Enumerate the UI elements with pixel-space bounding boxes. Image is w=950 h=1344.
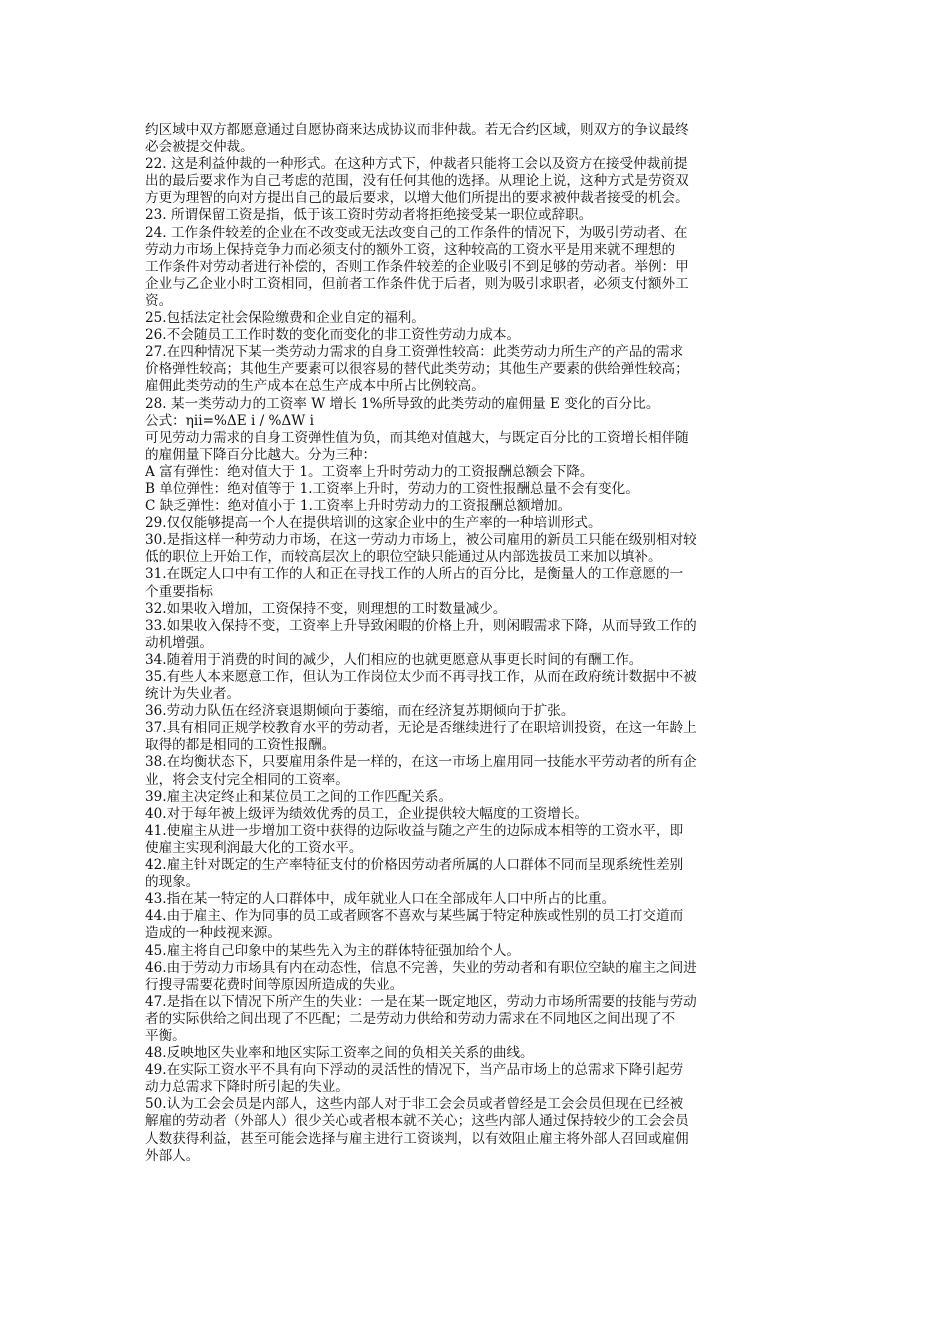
text-line: 取得的都是相同的工资性报酬。 — [145, 737, 336, 754]
text-paragraph — [145, 396, 809, 413]
text-line: 工作条件对劳动者进行补偿的，否则工作条件较差的企业吸引不到足够的劳动者。举例：甲 — [145, 258, 689, 275]
text-paragraph — [145, 566, 809, 600]
text-paragraph — [145, 1045, 809, 1062]
text-line: 的雇佣量下降百分比越大。分为三种： — [145, 446, 377, 463]
text-line: 行搜寻需要花费时间等原因所造成的失业。 — [145, 976, 404, 993]
text-paragraph — [145, 207, 809, 224]
text-paragraph — [145, 430, 809, 464]
text-line: 41.使雇主从进一步增加工资中获得的边际收益与随之产生的边际成本相等的工资水平，即 — [145, 822, 684, 839]
text-paragraph — [145, 960, 809, 994]
text-line: 40.对于每年被上级评为绩效优秀的员工，企业提供较大幅度的工资增长。 — [145, 805, 589, 822]
text-line: 49.在实际工资水平不具有向下浮动的灵活性的情况下，当产品市场上的总需求下降引起劳 — [145, 1062, 684, 1079]
text-paragraph — [145, 806, 809, 823]
text-line: 方更为理智的向对方提出自己的最后要求，以增大他们所提出的要求被仲裁者接受的机会。 — [145, 190, 689, 207]
text-line: 36.劳动力队伍在经济衰退期倾向于萎缩，而在经济复苏期倾向于扩张。 — [145, 703, 575, 720]
text-line: A 富有弹性：绝对值大于 1。工资率上升时劳动力的工资报酬总额会下降。 — [145, 463, 594, 480]
text-line: 30.是指这样一种劳动力市场，在这一劳动力市场上，被公司雇用的新员工只能在级别相对较 — [145, 532, 697, 549]
text-line: 23. 所谓保留工资是指，低于该工资时劳动者将拒绝接受某一职位或辞职。 — [145, 207, 593, 224]
text-line: 者的实际供给之间出现了不匹配；二是劳动力供给和劳动力需求在不同地区之间出现了不 — [145, 1010, 676, 1027]
text-line: 雇佣此类劳动的生产成本在总生产成本中所占比例较高。 — [145, 378, 485, 395]
text-line: 出的最后要求作为自己考虑的范围，没有任何其他的选择。从理论上说，这种方式是劳资双 — [145, 173, 689, 190]
text-paragraph — [145, 652, 809, 669]
text-paragraph — [145, 669, 809, 703]
text-line: 必会被提交仲裁。 — [145, 139, 254, 156]
text-paragraph — [145, 857, 809, 891]
text-line: 使雇主实现利润最大化的工资水平。 — [145, 839, 363, 856]
text-paragraph — [145, 310, 809, 327]
text-paragraph — [145, 720, 809, 754]
text-line: 公式：ηii=%ΔE i / %ΔW i — [145, 412, 314, 429]
text-line: 个重要指标 — [145, 583, 213, 600]
text-line: 38.在均衡状态下，只要雇用条件是一样的，在这一市场上雇用同一技能水平劳动者的所有企 — [145, 754, 697, 771]
text-paragraph — [145, 789, 809, 806]
text-line: 46.由于劳动力市场具有内在动态性，信息不完善，失业的劳动者和有职位空缺的雇主之间进 — [145, 959, 697, 976]
text-line: 的现象。 — [145, 874, 200, 891]
text-paragraph — [145, 122, 809, 156]
text-line: 动力总需求下降时所引起的失业。 — [145, 1079, 349, 1096]
text-paragraph — [145, 413, 809, 430]
text-paragraph — [145, 823, 809, 857]
text-paragraph — [145, 225, 809, 310]
text-line: 47.是指在以下情况下所产生的失业：一是在某一既定地区，劳动力市场所需要的技能与劳动 — [145, 993, 697, 1010]
text-paragraph — [145, 464, 809, 481]
text-line: 价格弹性较高；其他生产要素可以很容易的替代此类劳动；其他生产要素的供给弹性较高； — [145, 361, 689, 378]
text-line: 27.在四种情况下某一类劳动力需求的自身工资弹性较高：此类劳动力所生产的产品的需求 — [145, 344, 684, 361]
text-line: 39.雇主决定终止和某位员工之间的工作匹配关系。 — [145, 788, 453, 805]
document-page — [145, 122, 809, 1165]
text-line: 26.不会随员工工作时数的变化而变化的非工资性劳动力成本。 — [145, 327, 521, 344]
text-line: 企业与乙企业小时工资相同，但前者工作条件优于后者，则为吸引求职者，必须支付额外工 — [145, 275, 689, 292]
text-line: 劳动力市场上保持竞争力而必须支付的额外工资，这种较高的工资水平是用来就不理想的 — [145, 241, 676, 258]
text-paragraph — [145, 1096, 809, 1164]
text-paragraph — [145, 532, 809, 566]
text-paragraph — [145, 327, 809, 344]
text-paragraph — [145, 908, 809, 942]
text-line: 29.仅仅能够提高一个人在提供培训的这家企业中的生产率的一种培训形式。 — [145, 515, 602, 532]
text-line: 44.由于雇主、作为同事的员工或者顾客不喜欢与某些属于特定种族或性别的员工打交道而 — [145, 908, 684, 925]
text-line: 约区域中双方都愿意通过自愿协商来达成协议而非仲裁。若无合约区域，则双方的争议最终 — [145, 122, 689, 138]
text-line: 业，将会支付完全相同的工资率。 — [145, 771, 349, 788]
text-line: C 缺乏弹性：绝对值小于 1.工资率上升时劳动力的工资报酬总额增加。 — [145, 498, 572, 515]
text-paragraph — [145, 498, 809, 515]
text-line: 造成的一种歧视来源。 — [145, 925, 281, 942]
text-line: 人数获得利益，甚至可能会选择与雇主进行工资谈判，以有效阻止雇主将外部人召回或雇佣 — [145, 1130, 689, 1147]
text-line: 33.如果收入保持不变，工资率上升导致闲暇的价格上升，则闲暇需求下降，从而导致工作的 — [145, 617, 697, 634]
text-line: 动机增强。 — [145, 634, 213, 651]
text-line: 37.具有相同正规学校教育水平的劳动者，无论是否继续进行了在职培训投资，在这一年龄上 — [145, 720, 697, 737]
text-line: 低的职位上开始工作，而较高层次上的职位空缺只能通过从内部选拔员工来加以填补。 — [145, 549, 662, 566]
text-line: 42.雇主针对既定的生产率特征支付的价格因劳动者所属的人口群体不同而呈现系统性差别 — [145, 857, 684, 874]
text-paragraph — [145, 754, 809, 788]
text-line: 50.认为工会会员是内部人，这些内部人对于非工会会员或者曾经是工会会员但现在已经被 — [145, 1096, 684, 1113]
text-paragraph — [145, 618, 809, 652]
text-line: B 单位弹性：绝对值等于 1.工资率上升时，劳动力的工资性报酬总量不会有变化。 — [145, 480, 639, 497]
text-paragraph — [145, 156, 809, 207]
text-line: 22. 这是利益仲裁的一种形式。在这种方式下，仲裁者只能将工会以及资方在接受仲裁前提 — [145, 156, 688, 173]
text-paragraph — [145, 1062, 809, 1096]
text-paragraph — [145, 601, 809, 618]
text-line: 32.如果收入增加，工资保持不变，则理想的工时数量减少。 — [145, 600, 507, 617]
text-line: 28. 某一类劳动力的工资率 W 增长 1%所导致的此类劳动的雇佣量 E 变化的百分比。 — [145, 395, 660, 412]
text-paragraph — [145, 703, 809, 720]
text-line: 31.在既定人口中有工作的人和正在寻找工作的人所占的百分比，是衡量人的工作意愿的一 — [145, 566, 684, 583]
text-line: 外部人。 — [145, 1147, 200, 1164]
text-line: 34.随着用于消费的时间的减少，人们相应的也就更愿意从事更长时间的有酬工作。 — [145, 651, 643, 668]
text-line: 可见劳动力需求的自身工资弹性值为负，而其绝对值越大，与既定百分比的工资增长相伴随 — [145, 429, 689, 446]
text-paragraph — [145, 344, 809, 395]
text-line: 35.有些人本来愿意工作，但认为工作岗位太少而不再寻找工作，从而在政府统计数据中不被 — [145, 669, 697, 685]
text-line: 24. 工作条件较差的企业在不改变或无法改变自己的工作条件的情况下，为吸引劳动者、在 — [145, 224, 688, 241]
text-line: 解雇的劳动者（外部人）很少关心或者根本就不关心；这些内部人通过保持较少的工会会员 — [145, 1113, 689, 1130]
text-line: 25.包括法定社会保险缴费和企业自定的福利。 — [145, 310, 425, 327]
text-paragraph — [145, 481, 809, 498]
text-paragraph — [145, 994, 809, 1045]
text-paragraph — [145, 515, 809, 532]
text-paragraph — [145, 943, 809, 960]
text-line: 43.指在某一特定的人口群体中，成年就业人口在全部成年人口中所占的比重。 — [145, 891, 616, 908]
text-line: 45.雇主将自己印象中的某些先入为主的群体特征强加给个人。 — [145, 942, 521, 959]
text-line: 资。 — [145, 292, 173, 309]
text-line: 48.反映地区失业率和地区实际工资率之间的负相关关系的曲线。 — [145, 1045, 534, 1062]
text-paragraph — [145, 891, 809, 908]
text-line: 平衡。 — [145, 1027, 186, 1044]
text-line: 统计为失业者。 — [145, 686, 241, 703]
